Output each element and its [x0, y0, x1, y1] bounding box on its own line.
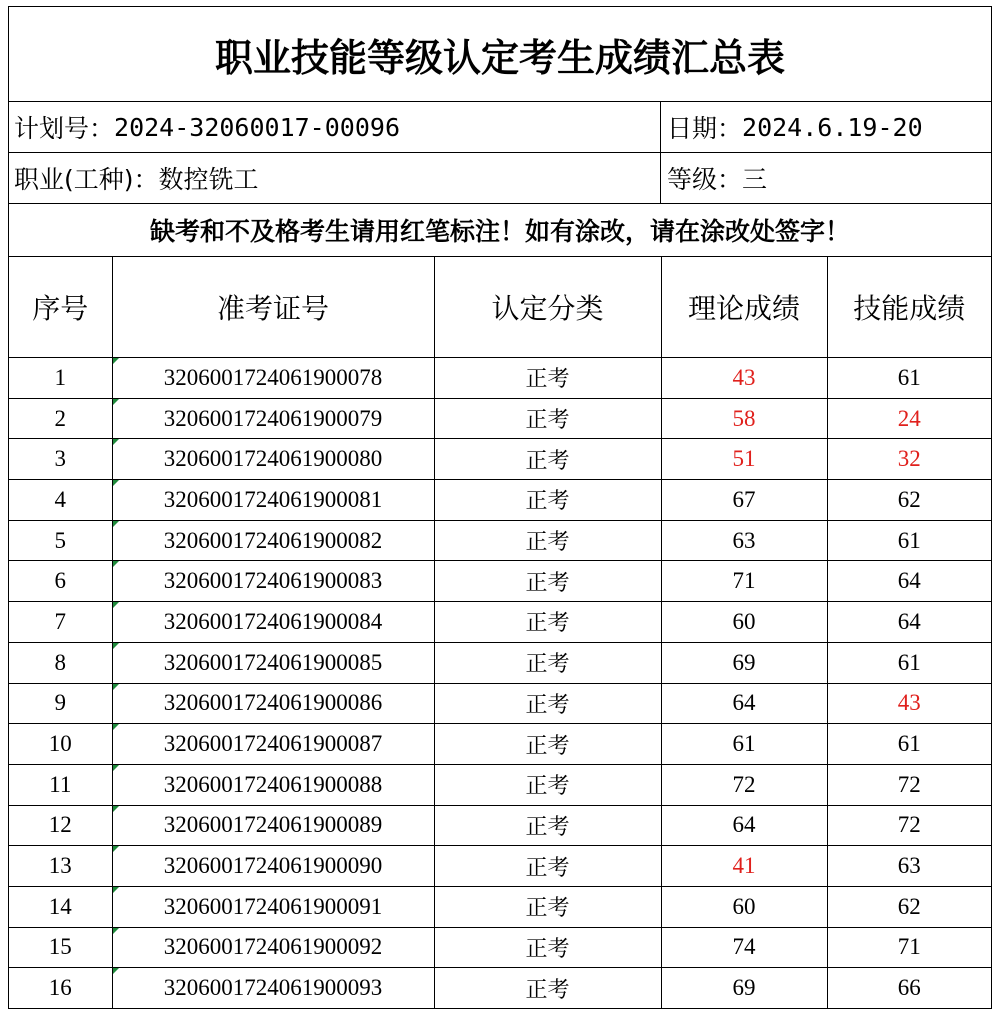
ticket-number-cell: 3206001724061900078: [112, 358, 434, 399]
table-row: [9, 398, 991, 439]
table-row: [9, 520, 991, 561]
level-cell: [661, 153, 991, 203]
category-cell: 正考: [434, 398, 661, 439]
seq-cell: 6: [9, 561, 112, 602]
theory-score-cell: 64: [661, 683, 827, 724]
theory-score-cell: 67: [661, 480, 827, 521]
theory-score-cell: 63: [661, 520, 827, 561]
category-cell: 正考: [434, 927, 661, 968]
category-cell: 正考: [434, 683, 661, 724]
seq-cell: 2: [9, 398, 112, 439]
table-row: [9, 846, 991, 887]
table-row: [9, 683, 991, 724]
skill-score-cell: 61: [827, 520, 991, 561]
level-value: 三: [742, 165, 768, 194]
ticket-number-cell: 3206001724061900091: [112, 886, 434, 927]
seq-cell: 11: [9, 764, 112, 805]
table-row: [9, 927, 991, 968]
ticket-number-cell: 3206001724061900086: [112, 683, 434, 724]
table-row: [9, 358, 991, 399]
skill-score-cell: 66: [827, 968, 991, 1008]
category-cell: 正考: [434, 846, 661, 887]
seq-cell: 15: [9, 927, 112, 968]
skill-score-cell: 71: [827, 927, 991, 968]
skill-score-cell: 61: [827, 358, 991, 399]
ticket-number-cell: 3206001724061900084: [112, 602, 434, 643]
plan-date-row: [9, 102, 991, 153]
table-body: [9, 358, 991, 1009]
seq-cell: 3: [9, 439, 112, 480]
date-cell: [661, 102, 991, 152]
header-category: 认定分类: [434, 257, 661, 358]
theory-score-cell: 69: [661, 642, 827, 683]
category-cell: 正考: [434, 764, 661, 805]
skill-score-cell: 61: [827, 724, 991, 765]
seq-cell: 13: [9, 846, 112, 887]
ticket-number-cell: 3206001724061900081: [112, 480, 434, 521]
sheet-title: 职业技能等级认定考生成绩汇总表: [9, 7, 991, 102]
category-cell: 正考: [434, 968, 661, 1008]
table-row: [9, 480, 991, 521]
ticket-number-cell: 3206001724061900083: [112, 561, 434, 602]
plan-label: 计划号：: [14, 114, 115, 143]
skill-score-cell: 62: [827, 480, 991, 521]
ticket-number-cell: 3206001724061900087: [112, 724, 434, 765]
category-cell: 正考: [434, 602, 661, 643]
theory-score-cell: 41: [661, 846, 827, 887]
skill-score-cell: 32: [827, 439, 991, 480]
table-header-row: [9, 257, 991, 358]
table-row: [9, 805, 991, 846]
seq-cell: 7: [9, 602, 112, 643]
header-seq: 序号: [9, 257, 112, 358]
seq-cell: 1: [9, 358, 112, 399]
category-cell: 正考: [434, 520, 661, 561]
theory-score-cell: 74: [661, 927, 827, 968]
table-row: [9, 724, 991, 765]
table-row: [9, 602, 991, 643]
theory-score-cell: 43: [661, 358, 827, 399]
table-row: [9, 561, 991, 602]
seq-cell: 14: [9, 886, 112, 927]
skill-score-cell: 64: [827, 561, 991, 602]
theory-score-cell: 51: [661, 439, 827, 480]
level-label: 等级：: [667, 165, 743, 194]
theory-score-cell: 72: [661, 764, 827, 805]
table-row: [9, 886, 991, 927]
occupation-label: 职业(工种)：: [14, 165, 159, 194]
category-cell: 正考: [434, 358, 661, 399]
seq-cell: 16: [9, 968, 112, 1008]
seq-cell: 8: [9, 642, 112, 683]
table-row: [9, 439, 991, 480]
plan-cell: [9, 102, 661, 152]
skill-score-cell: 63: [827, 846, 991, 887]
theory-score-cell: 71: [661, 561, 827, 602]
occupation-value: 数控铣工: [158, 165, 259, 194]
category-cell: 正考: [434, 480, 661, 521]
skill-score-cell: 24: [827, 398, 991, 439]
theory-score-cell: 61: [661, 724, 827, 765]
skill-score-cell: 62: [827, 886, 991, 927]
notice-banner: 缺考和不及格考生请用红笔标注！如有涂改，请在涂改处签字！: [9, 204, 991, 257]
score-summary-sheet: [8, 6, 992, 1009]
theory-score-cell: 60: [661, 886, 827, 927]
skill-score-cell: 64: [827, 602, 991, 643]
score-table: [9, 257, 991, 1008]
category-cell: 正考: [434, 805, 661, 846]
ticket-number-cell: 3206001724061900090: [112, 846, 434, 887]
ticket-number-cell: 3206001724061900088: [112, 764, 434, 805]
seq-cell: 12: [9, 805, 112, 846]
skill-score-cell: 72: [827, 764, 991, 805]
skill-score-cell: 43: [827, 683, 991, 724]
header-skill-score: 技能成绩: [827, 257, 991, 358]
ticket-number-cell: 3206001724061900082: [112, 520, 434, 561]
ticket-number-cell: 3206001724061900085: [112, 642, 434, 683]
category-cell: 正考: [434, 886, 661, 927]
seq-cell: 5: [9, 520, 112, 561]
ticket-number-cell: 3206001724061900089: [112, 805, 434, 846]
header-ticket-number: 准考证号: [112, 257, 434, 358]
table-row: [9, 968, 991, 1008]
theory-score-cell: 69: [661, 968, 827, 1008]
ticket-number-cell: 3206001724061900080: [112, 439, 434, 480]
theory-score-cell: 64: [661, 805, 827, 846]
category-cell: 正考: [434, 561, 661, 602]
seq-cell: 9: [9, 683, 112, 724]
table-row: [9, 642, 991, 683]
seq-cell: 10: [9, 724, 112, 765]
theory-score-cell: 58: [661, 398, 827, 439]
header-theory-score: 理论成绩: [661, 257, 827, 358]
skill-score-cell: 72: [827, 805, 991, 846]
theory-score-cell: 60: [661, 602, 827, 643]
category-cell: 正考: [434, 439, 661, 480]
occupation-cell: [9, 153, 661, 203]
ticket-number-cell: 3206001724061900092: [112, 927, 434, 968]
ticket-number-cell: 3206001724061900093: [112, 968, 434, 1008]
date-label: 日期：: [667, 114, 743, 143]
category-cell: 正考: [434, 642, 661, 683]
date-value: 2024.6.19-20: [742, 112, 923, 142]
occupation-level-row: [9, 153, 991, 204]
category-cell: 正考: [434, 724, 661, 765]
skill-score-cell: 61: [827, 642, 991, 683]
seq-cell: 4: [9, 480, 112, 521]
table-row: [9, 764, 991, 805]
plan-value: 2024-32060017-00096: [114, 112, 400, 142]
ticket-number-cell: 3206001724061900079: [112, 398, 434, 439]
